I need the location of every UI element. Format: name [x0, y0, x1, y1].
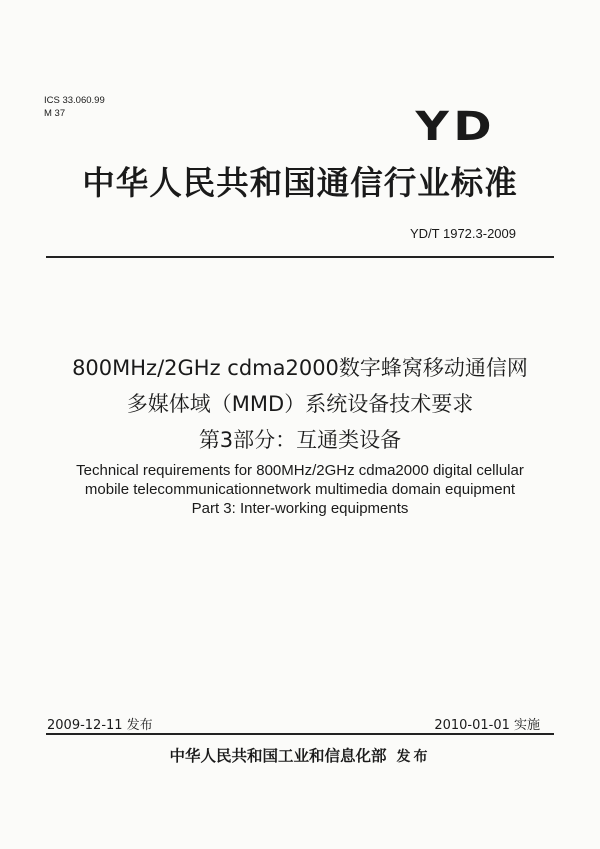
title-zh-line2: 多媒体域（MMD）系统设备技术要求 — [126, 392, 474, 416]
classification-codes — [44, 94, 105, 120]
ics-code: ICS 33.060.99 — [44, 95, 105, 106]
yd-logo: YD — [415, 104, 496, 150]
title-en-line2: mobile telecommunicationnetwork multimedia domain equipment — [84, 481, 516, 498]
title-zh-line1: 800MHz/2GHz cdma2000数字蜂窝移动通信网 — [72, 356, 528, 380]
bottom-divider — [46, 733, 554, 735]
issuer-name: 中华人民共和国工业和信息化部 — [169, 747, 387, 765]
title-zh-line3: 第3部分：互通类设备 — [198, 428, 402, 452]
title-en-line1: Technical requirements for 800MHz/2GHz cdma2000 digital cellular — [76, 462, 524, 479]
issuer-line — [0, 744, 600, 766]
top-divider — [46, 256, 554, 258]
issue-date: 2009-12-11 发布 — [47, 718, 153, 733]
title-en-line3: Part 3: Inter-working equipments — [191, 500, 409, 517]
standard-type-title: 中华人民共和国通信行业标准 — [82, 164, 518, 202]
class-code: M 37 — [44, 108, 66, 119]
standard-number: YD/T 1972.3-2009 — [410, 226, 516, 241]
implement-date: 2010-01-01 实施 — [434, 718, 540, 733]
publish-label: 发布 — [396, 749, 431, 765]
